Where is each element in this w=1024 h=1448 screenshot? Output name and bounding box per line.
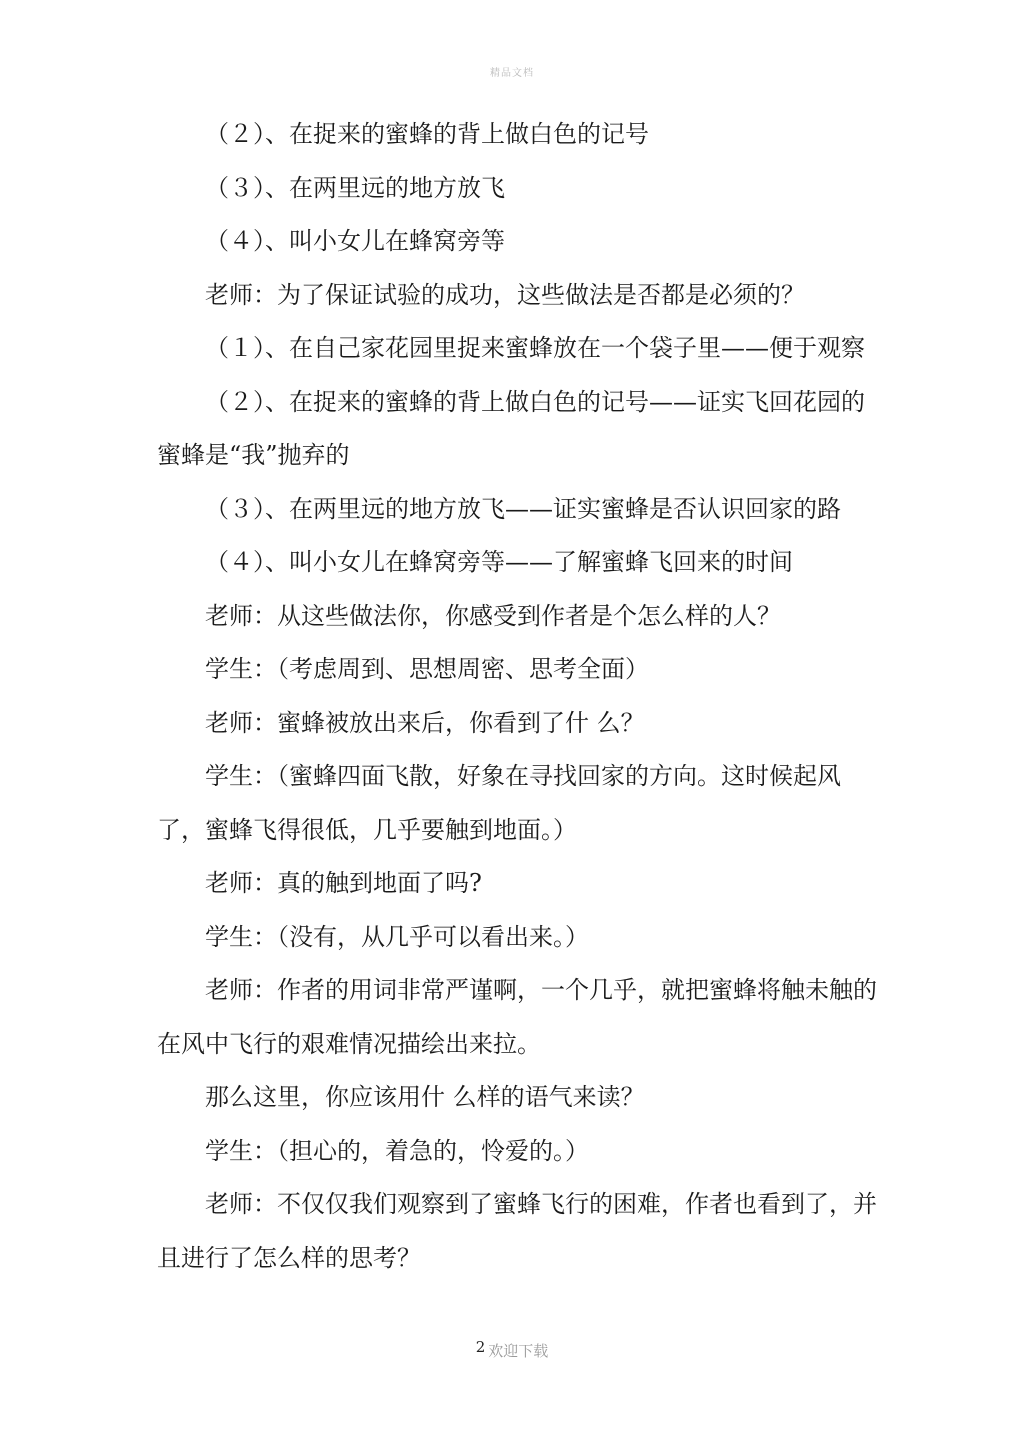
document-body [157, 108, 887, 1285]
paragraph: 学生：（没有，从几乎可以看出来。） [205, 922, 589, 951]
paragraph: 老师：从这些做法你，你感受到作者是个怎么样的人？ [205, 601, 781, 630]
paragraph: 老师：真的触到地面了吗? [205, 869, 482, 897]
page-number: 2 [475, 1338, 486, 1356]
paragraph: （２）、在捉来的蜜蜂的背上做白色的记号 [205, 120, 649, 148]
paragraph: （４）、叫小女儿在蜂窝旁等 [205, 227, 505, 255]
paragraph: 老师：不仅仅我们观察到了蜜蜂飞行的困难，作者也看到了，并且进行了怎么样的思考？ [157, 1190, 877, 1272]
paragraph: 老师：作者的用词非常严谨啊，一个几乎，就把蜜蜂将触未触的在风中飞行的艰难情况描绘出来拉。 [157, 976, 877, 1058]
header-watermark: 精品文档 [490, 68, 534, 79]
paragraph: （３）、在两里远的地方放飞——证实蜜蜂是否认识回家的路 [205, 494, 841, 523]
paragraph: 老师：为了保证试验的成功，这些做法是否都是必须的？ [205, 280, 805, 309]
paragraph: 学生：（蜜蜂四面飞散，好象在寻找回家的方向。这时候起风了，蜜蜂飞得很低，几乎要触到地面。） [157, 762, 841, 844]
page-footer [0, 1340, 1024, 1361]
footer-text: 欢迎下载 [488, 1342, 549, 1360]
paragraph: 学生：（担心的，着急的，怜爱的。） [205, 1136, 589, 1165]
paragraph: （４）、叫小女儿在蜂窝旁等——了解蜜蜂飞回来的时间 [205, 548, 793, 576]
paragraph: 老师：蜜蜂被放出来后，你看到了什 么？ [205, 708, 645, 737]
paragraph: （３）、在两里远的地方放飞 [205, 173, 505, 202]
paragraph: 学生：（考虑周到、思想周密、思考全面） [205, 655, 649, 683]
paragraph: （２）、在捉来的蜜蜂的背上做白色的记号——证实飞回花园的蜜蜂是“我”抛弃的 [157, 387, 865, 469]
paragraph: 那么这里，你应该用什 么样的语气来读？ [205, 1083, 645, 1111]
paragraph: （１）、在自己家花园里捉来蜜蜂放在一个袋子里——便于观察 [205, 334, 865, 362]
